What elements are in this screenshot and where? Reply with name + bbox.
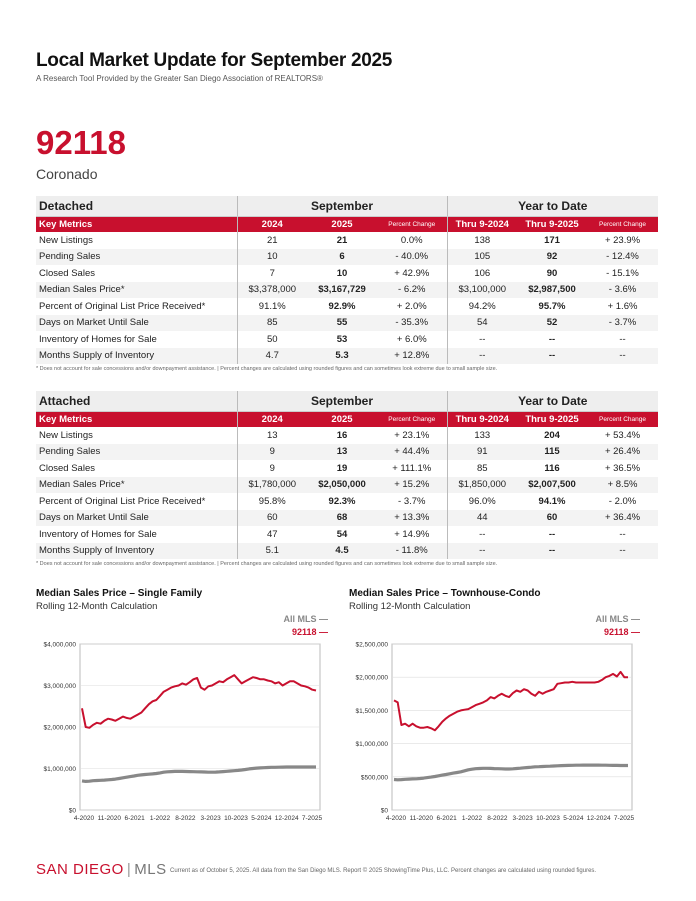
- metric-value: + 15.2%: [377, 477, 447, 494]
- col-2025: 2025: [307, 216, 377, 232]
- col-key-metrics: Key Metrics: [36, 216, 237, 232]
- col-thru-2024: Thru 9-2024: [447, 411, 517, 427]
- metric-row: [36, 543, 658, 560]
- metric-value: - 15.1%: [606, 267, 639, 279]
- metric-value: + 111.1%: [392, 462, 432, 474]
- metric-value: 116: [544, 462, 560, 474]
- metric-label: Months Supply of Inventory: [36, 348, 237, 365]
- metric-row: [36, 493, 658, 510]
- metric-value: + 1.6%: [607, 300, 638, 312]
- x-tick-label: 12-2024: [274, 815, 299, 822]
- metric-label: Months Supply of Inventory: [36, 543, 237, 560]
- metric-value: $2,007,500: [517, 477, 587, 494]
- y-tick-label: $0: [68, 807, 76, 815]
- metric-value: --: [447, 348, 517, 365]
- col-2024: 2024: [237, 216, 307, 232]
- metric-value: --: [548, 528, 556, 540]
- col-percent-change: Percent Change: [377, 411, 447, 427]
- x-tick-label: 1-2022: [461, 815, 483, 822]
- metric-value: --: [517, 348, 587, 365]
- metric-value: 55: [307, 315, 377, 332]
- series-line-92118: [394, 672, 628, 730]
- metric-value: 133: [447, 427, 517, 444]
- period-month-label: September: [237, 391, 447, 411]
- section-title: Detached: [36, 196, 237, 216]
- footer-text: Current as of October 5, 2025. All data from the San Diego MLS. Report © 2025 ShowingTime Plus, LLC. Percent changes are calculated using rounded figures.: [170, 868, 597, 874]
- metric-value: 10: [237, 249, 307, 266]
- metric-label: New Listings: [39, 234, 93, 246]
- section-header-row: [36, 391, 658, 411]
- metric-value: 85: [237, 315, 307, 332]
- metric-value: 105: [447, 249, 517, 266]
- metric-row: [36, 298, 658, 315]
- metric-row: [36, 348, 658, 365]
- metric-value: + 44.4%: [377, 444, 447, 461]
- metric-value: + 12.8%: [377, 348, 447, 365]
- metric-row: [36, 331, 658, 348]
- period-month-label: September: [237, 196, 447, 216]
- metric-value: 54: [447, 315, 517, 332]
- chart-subtitle: Rolling 12-Month Calculation: [349, 601, 471, 612]
- metric-value: - 12.4%: [587, 249, 658, 266]
- metric-value: 50: [237, 331, 307, 348]
- metric-value: + 13.3%: [377, 510, 447, 527]
- x-tick-label: 6-2021: [124, 815, 145, 822]
- metric-value: 92: [517, 249, 587, 266]
- metric-value: $3,378,000: [237, 282, 307, 299]
- col-thru-2024: Thru 9-2024: [447, 216, 517, 232]
- metric-value: --: [447, 331, 517, 348]
- col-key-metrics: Key Metrics: [36, 411, 237, 427]
- x-tick-label: 3-2023: [512, 815, 533, 822]
- metric-row: [36, 315, 658, 332]
- col-thru-2025: Thru 9-2025: [517, 216, 587, 232]
- metric-row: [36, 427, 658, 444]
- metric-value: 54: [336, 528, 348, 540]
- x-tick-label: 11-2020: [409, 815, 434, 822]
- metric-value: 92.9%: [328, 300, 356, 312]
- chart-title: Median Sales Price – Single Family: [36, 588, 203, 599]
- x-tick-label: 11-2020: [97, 815, 122, 822]
- x-tick-label: 7-2025: [613, 815, 635, 822]
- metric-value: 13: [237, 427, 307, 444]
- metric-label: Days on Market Until Sale: [36, 315, 237, 332]
- metric-value: + 6.0%: [396, 333, 427, 345]
- metric-value: --: [548, 333, 556, 345]
- col-thru-2025: Thru 9-2025: [517, 411, 587, 427]
- single-family-price-chart: [18, 636, 336, 832]
- metric-label: Inventory of Homes for Sale: [39, 528, 157, 540]
- metric-row: [36, 249, 658, 266]
- metric-value: 91.1%: [237, 298, 307, 315]
- metric-value: - 2.0%: [608, 495, 637, 507]
- metric-label: Median Sales Price*: [36, 282, 237, 299]
- x-tick-label: 7-2025: [301, 815, 323, 822]
- metric-value: 5.3: [307, 348, 377, 365]
- chart-townhouse-header: [349, 588, 541, 612]
- san-diego-mls-logo: SAN DIEGO | MLS: [36, 861, 167, 878]
- column-header-row: [36, 216, 658, 232]
- y-tick-label: $1,000,000: [355, 741, 388, 749]
- metric-value: + 23.9%: [604, 234, 641, 246]
- column-header-row: [36, 411, 658, 427]
- metric-value: 47: [237, 526, 307, 543]
- metric-label: Closed Sales: [39, 462, 95, 474]
- series-line-all-mls: [82, 767, 316, 781]
- metric-value: --: [517, 543, 587, 560]
- legend-all-mls: All MLS —: [283, 614, 328, 624]
- legend-92118: 92118 —: [291, 627, 328, 637]
- metric-row: [36, 477, 658, 494]
- series-line-all-mls: [394, 765, 628, 780]
- col-percent-change: Percent Change: [377, 216, 447, 232]
- chart-legend: [595, 614, 640, 637]
- metric-value: - 35.3%: [377, 315, 447, 332]
- x-tick-label: 1-2022: [149, 815, 171, 822]
- x-tick-label: 8-2022: [487, 815, 508, 822]
- metric-value: 115: [517, 444, 587, 461]
- y-tick-label: $3,000,000: [43, 683, 76, 690]
- col-2025: 2025: [307, 411, 377, 427]
- metric-value: $2,987,500: [517, 282, 587, 299]
- attached-metrics-table: [36, 391, 658, 559]
- metric-value: + 53.4%: [604, 429, 641, 441]
- section-header-row: [36, 196, 658, 216]
- metric-value: $3,100,000: [447, 282, 517, 299]
- metric-label: Median Sales Price*: [36, 477, 237, 494]
- x-tick-label: 5-2024: [563, 815, 584, 822]
- metric-value: 9: [237, 444, 307, 461]
- metric-value: $1,780,000: [237, 477, 307, 494]
- metric-value: 96.0%: [447, 493, 517, 510]
- metric-value: + 14.9%: [394, 528, 430, 540]
- metric-label: Pending Sales: [36, 249, 237, 266]
- metric-value: --: [587, 543, 658, 560]
- y-tick-label: $4,000,000: [43, 641, 76, 649]
- metric-value: + 23.1%: [394, 429, 430, 441]
- metric-value: 53: [336, 333, 348, 345]
- metric-row: [36, 282, 658, 299]
- metric-value: $1,850,000: [447, 477, 517, 494]
- metric-value: 91: [447, 444, 517, 461]
- metric-value: 171: [544, 234, 560, 246]
- metric-value: --: [619, 333, 626, 345]
- metric-value: 21: [237, 232, 307, 249]
- metric-value: 6: [307, 249, 377, 266]
- zip-code: 92118: [36, 124, 126, 161]
- legend-92118: 92118 —: [603, 627, 640, 637]
- metric-value: 60: [237, 510, 307, 527]
- metric-value: - 11.8%: [377, 543, 447, 560]
- chart-single-family-header: [36, 588, 202, 612]
- metric-value: - 40.0%: [377, 249, 447, 266]
- x-tick-label: 4-2020: [385, 815, 407, 822]
- y-tick-label: $1,500,000: [355, 707, 388, 715]
- metric-value: 94.2%: [447, 298, 517, 315]
- detached-metrics-table: [36, 196, 658, 364]
- col-ytd-percent-change: Percent Change: [587, 216, 658, 232]
- metric-value: 94.1%: [538, 495, 566, 507]
- x-tick-label: 12-2024: [586, 815, 611, 822]
- metric-row: [36, 444, 658, 461]
- period-ytd-label: Year to Date: [447, 196, 658, 216]
- metric-value: - 3.6%: [587, 282, 658, 299]
- metric-value: 138: [447, 232, 517, 249]
- x-tick-label: 5-2024: [251, 815, 272, 822]
- section-title: Attached: [36, 391, 237, 411]
- metric-value: 95.7%: [538, 300, 566, 312]
- metric-value: 204: [544, 429, 560, 441]
- metric-label: Percent of Original List Price Received*: [39, 300, 206, 312]
- x-tick-label: 3-2023: [200, 815, 221, 822]
- metric-label: Closed Sales: [39, 267, 95, 279]
- metric-row: [36, 510, 658, 527]
- metric-label: New Listings: [39, 429, 93, 441]
- y-tick-label: $2,500,000: [355, 641, 388, 649]
- metric-value: 4.5: [307, 543, 377, 560]
- page-subtitle: A Research Tool Provided by the Greater San Diego Association of REALTORS®: [36, 74, 323, 83]
- metric-value: 9: [237, 460, 307, 477]
- y-tick-label: $1,000,000: [43, 766, 76, 773]
- x-tick-label: 10-2023: [536, 815, 560, 822]
- x-tick-label: 10-2023: [224, 815, 248, 822]
- metric-value: + 42.9%: [394, 267, 430, 279]
- metric-value: 106: [447, 265, 517, 282]
- metric-value: 60: [517, 510, 587, 527]
- metric-row: [36, 460, 658, 477]
- y-tick-label: $2,000,000: [355, 674, 388, 682]
- metric-value: + 36.4%: [587, 510, 658, 527]
- metric-value: - 3.7%: [587, 315, 658, 332]
- metric-value: + 8.5%: [587, 477, 658, 494]
- period-ytd-label: Year to Date: [447, 391, 658, 411]
- metric-value: + 36.5%: [604, 462, 641, 474]
- metric-value: 21: [336, 234, 348, 246]
- metric-value: - 3.7%: [398, 495, 426, 507]
- metric-value: 68: [307, 510, 377, 527]
- metric-value: $3,167,729: [307, 282, 377, 299]
- metric-value: + 2.0%: [396, 300, 427, 312]
- metric-value: 5.1: [237, 543, 307, 560]
- metric-value: 16: [336, 429, 348, 441]
- attached-footnote: * Does not account for sale concessions and/or downpayment assistance. | Percent changes are calculated using rounded figures and can sometimes look extreme due to small sample size.: [36, 561, 498, 567]
- y-tick-label: $0: [380, 807, 388, 815]
- series-line-92118: [82, 675, 316, 728]
- metric-label: Percent of Original List Price Received*: [39, 495, 206, 507]
- metric-label: Inventory of Homes for Sale: [39, 333, 157, 345]
- metric-value: --: [619, 528, 626, 540]
- area-name: Coronado: [36, 166, 98, 182]
- metric-label: Pending Sales: [36, 444, 237, 461]
- metric-value: $2,050,000: [307, 477, 377, 494]
- chart-legend: [283, 614, 328, 637]
- detached-footnote: * Does not account for sale concessions and/or downpayment assistance. | Percent changes are calculated using rounded figures and can sometimes look extreme due to small sample size.: [36, 366, 498, 372]
- metric-value: 10: [336, 267, 348, 279]
- y-tick-label: $2,000,000: [43, 724, 76, 732]
- col-2024: 2024: [237, 411, 307, 427]
- metric-value: 4.7: [237, 348, 307, 365]
- metric-value: --: [447, 526, 517, 543]
- metric-value: 19: [336, 462, 348, 474]
- col-ytd-percent-change: Percent Change: [587, 411, 658, 427]
- x-tick-label: 4-2020: [73, 815, 95, 822]
- metric-label: Days on Market Until Sale: [36, 510, 237, 527]
- townhouse-condo-price-chart: [330, 636, 648, 832]
- metric-value: 92.3%: [328, 495, 356, 507]
- page-title: Local Market Update for September 2025: [36, 50, 393, 71]
- metric-value: 0.0%: [400, 234, 423, 246]
- metric-value: --: [447, 543, 517, 560]
- metric-value: 95.8%: [237, 493, 307, 510]
- x-tick-label: 8-2022: [175, 815, 196, 822]
- chart-subtitle: Rolling 12-Month Calculation: [36, 601, 158, 612]
- metric-row: [36, 232, 658, 249]
- chart-title: Median Sales Price – Townhouse-Condo: [349, 588, 541, 599]
- metric-value: --: [587, 348, 658, 365]
- metric-value: 90: [546, 267, 558, 279]
- metric-value: 13: [307, 444, 377, 461]
- metric-value: 44: [447, 510, 517, 527]
- metric-value: 52: [517, 315, 587, 332]
- metric-value: 85: [447, 460, 517, 477]
- metric-value: 7: [237, 265, 307, 282]
- metric-value: - 6.2%: [377, 282, 447, 299]
- x-tick-label: 6-2021: [436, 815, 457, 822]
- metric-row: [36, 526, 658, 543]
- y-tick-label: $500,000: [360, 774, 388, 782]
- metric-row: [36, 265, 658, 282]
- metric-value: + 26.4%: [587, 444, 658, 461]
- legend-all-mls: All MLS —: [595, 614, 640, 624]
